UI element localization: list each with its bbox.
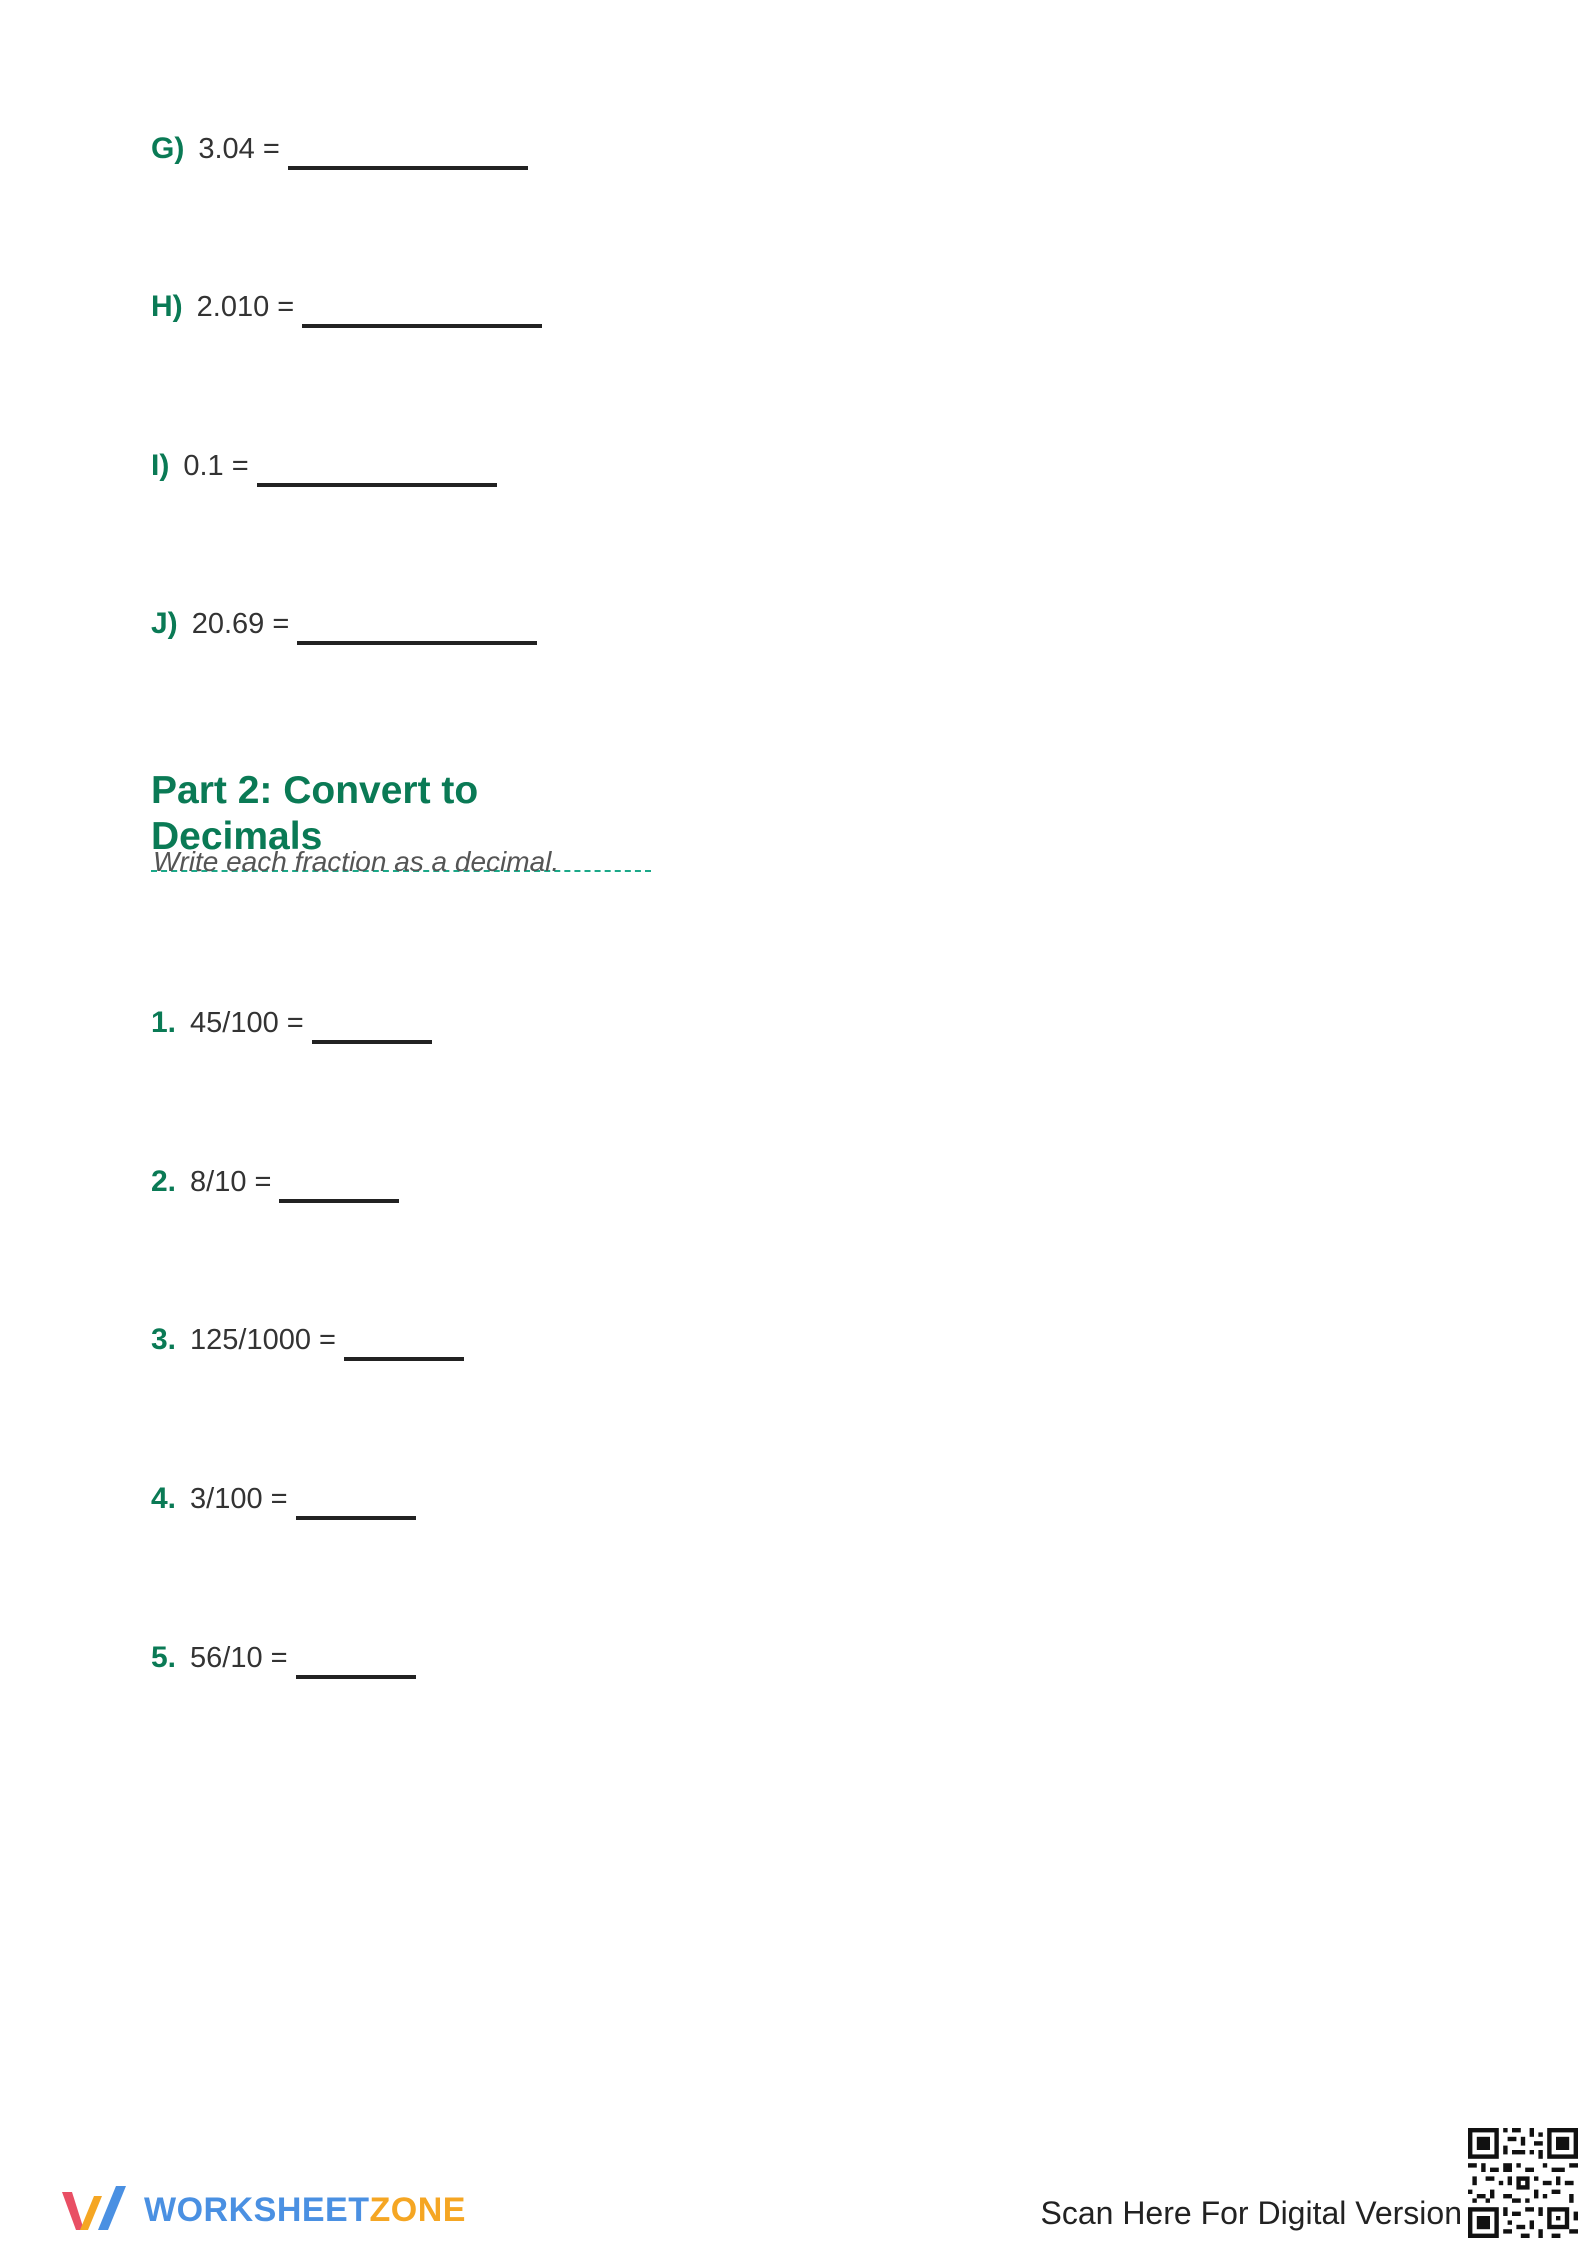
question-expression: 56/10 = — [190, 1642, 288, 1674]
question-h — [151, 290, 542, 324]
question-label: G) — [151, 132, 185, 165]
answer-blank[interactable] — [312, 1020, 432, 1044]
question-expression: 3/100 = — [190, 1483, 288, 1515]
question-label: 2. — [151, 1165, 177, 1198]
worksheetzone-logo-icon — [58, 2182, 134, 2238]
section-title: Part 2: Convert to Decimals — [151, 768, 651, 872]
question-label: 3. — [151, 1323, 177, 1356]
question-expression: 3.04 = — [198, 133, 280, 165]
section-instructions: Write each fraction as a decimal. — [153, 846, 560, 877]
question-4 — [151, 1482, 416, 1516]
question-1 — [151, 1006, 432, 1040]
question-g — [151, 132, 528, 166]
question-j — [151, 607, 537, 641]
answer-blank[interactable] — [344, 1337, 464, 1361]
answer-blank[interactable] — [288, 146, 528, 170]
question-label: H) — [151, 290, 183, 323]
question-label: J) — [151, 607, 178, 640]
answer-blank[interactable] — [302, 304, 542, 328]
question-expression: 0.1 = — [183, 450, 249, 482]
answer-blank[interactable] — [297, 621, 537, 645]
answer-blank[interactable] — [279, 1179, 399, 1203]
question-i — [151, 449, 497, 483]
brand-logo — [58, 2182, 466, 2238]
question-expression: 125/1000 = — [190, 1324, 336, 1356]
question-label: 1. — [151, 1006, 177, 1039]
question-3 — [151, 1323, 464, 1357]
brand-name — [144, 2191, 466, 2230]
question-label: 5. — [151, 1641, 177, 1674]
question-expression: 2.010 = — [196, 291, 295, 323]
question-expression: 8/10 = — [190, 1166, 272, 1198]
qr-code-icon[interactable] — [1468, 2128, 1578, 2238]
answer-blank[interactable] — [296, 1496, 416, 1520]
question-expression: 20.69 = — [191, 608, 290, 640]
question-label: 4. — [151, 1482, 177, 1515]
question-expression: 45/100 = — [190, 1007, 304, 1039]
answer-blank[interactable] — [257, 463, 497, 487]
brand-name-first: WORKSHEET — [144, 2190, 370, 2229]
brand-name-second: ZONE — [369, 2190, 466, 2229]
question-label: I) — [151, 449, 170, 482]
answer-blank[interactable] — [296, 1655, 416, 1679]
scan-instruction: Scan Here For Digital Version — [1040, 2195, 1462, 2231]
question-5 — [151, 1641, 416, 1675]
question-2 — [151, 1165, 399, 1199]
